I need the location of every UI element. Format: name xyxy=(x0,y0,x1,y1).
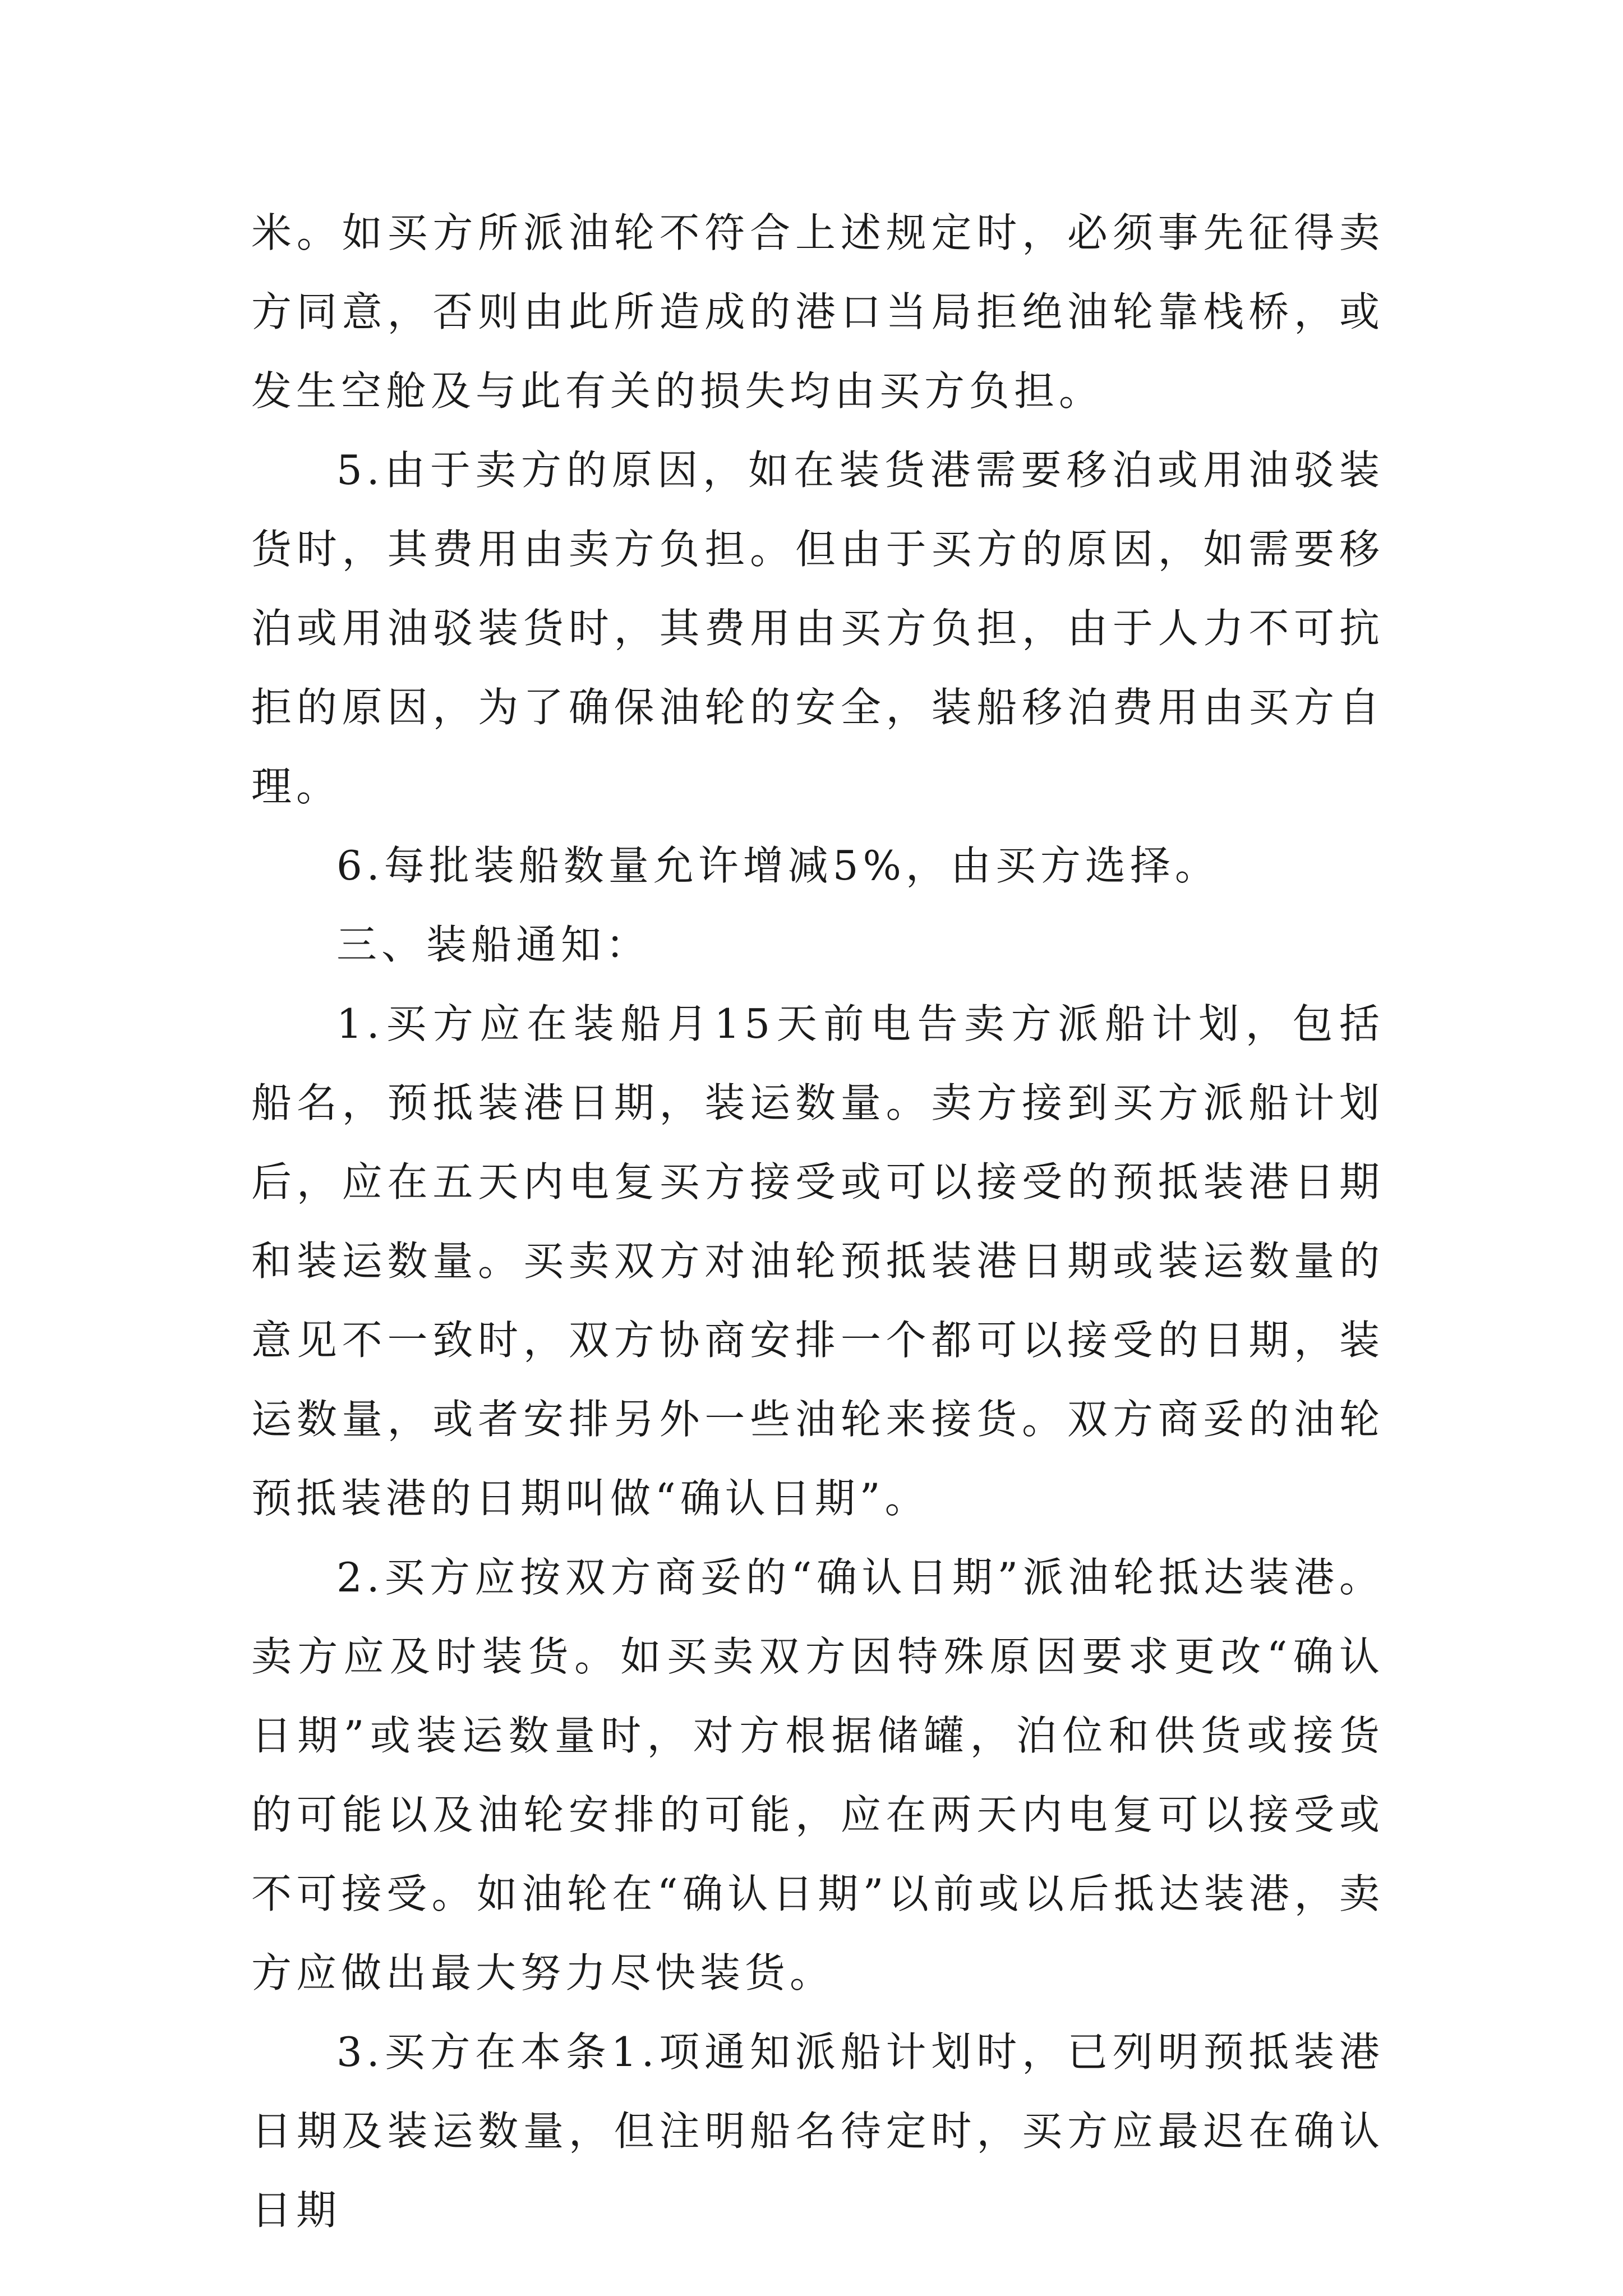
paragraph-clause-6: 6.每批装船数量允许增减5%，由买方选择。 xyxy=(336,842,1220,889)
paragraph-notice-2: 2.买方应按双方商妥的“确认日期”派油轮抵达装港。卖方应及时装货。如买卖双方因特殊原因要求更改“确认日期”或装运数量时，对方根据储罐，泊位和供货或接货的可能以及油轮安排的可能，应在两天内电复可以接受或不可接受。如油轮在“确认日期”以前或以后抵达装港，卖方应做出最大努力尽快装货。 xyxy=(251,1554,1384,1996)
paragraph-clause-5: 5.由于卖方的原因，如在装货港需要移泊或用油驳装货时，其费用由卖方负担。但由于买方的原因，如需要移泊或用油驳装货时，其费用由买方负担，由于人力不可抗拒的原因，为了确保油轮的安全，装船移泊费用由买方自理。 xyxy=(251,447,1384,810)
paragraph-notice-1: 1.买方应在装船月15天前电告卖方派船计划，包括船名，预抵装港日期，装运数量。卖方接到买方派船计划后，应在五天内电复买方接受或可以接受的预抵装港日期和装运数量。买卖双方对油轮预抵装港日期或装运数量的意见不一致时，双方协商安排一个都可以接受的日期，装运数量，或者安排另外一些油轮来接货。双方商妥的油轮预抵装港的日期叫做“确认日期”。 xyxy=(251,1000,1384,1522)
contract-text-body xyxy=(251,194,1384,2250)
section-heading-shipping-notice: 三、装船通知： xyxy=(336,921,651,968)
paragraph-continued: 米。如买方所派油轮不符合上述规定时，必须事先征得卖方同意，否则由此所造成的港口当局拒绝油轮靠栈桥，或发生空舱及与此有关的损失均由买方负担。 xyxy=(251,209,1384,415)
paragraph-notice-3: 3.买方在本条1.项通知派船计划时，已列明预抵装港日期及装运数量，但注明船名待定时，买方应最迟在确认日期 xyxy=(251,2028,1384,2234)
